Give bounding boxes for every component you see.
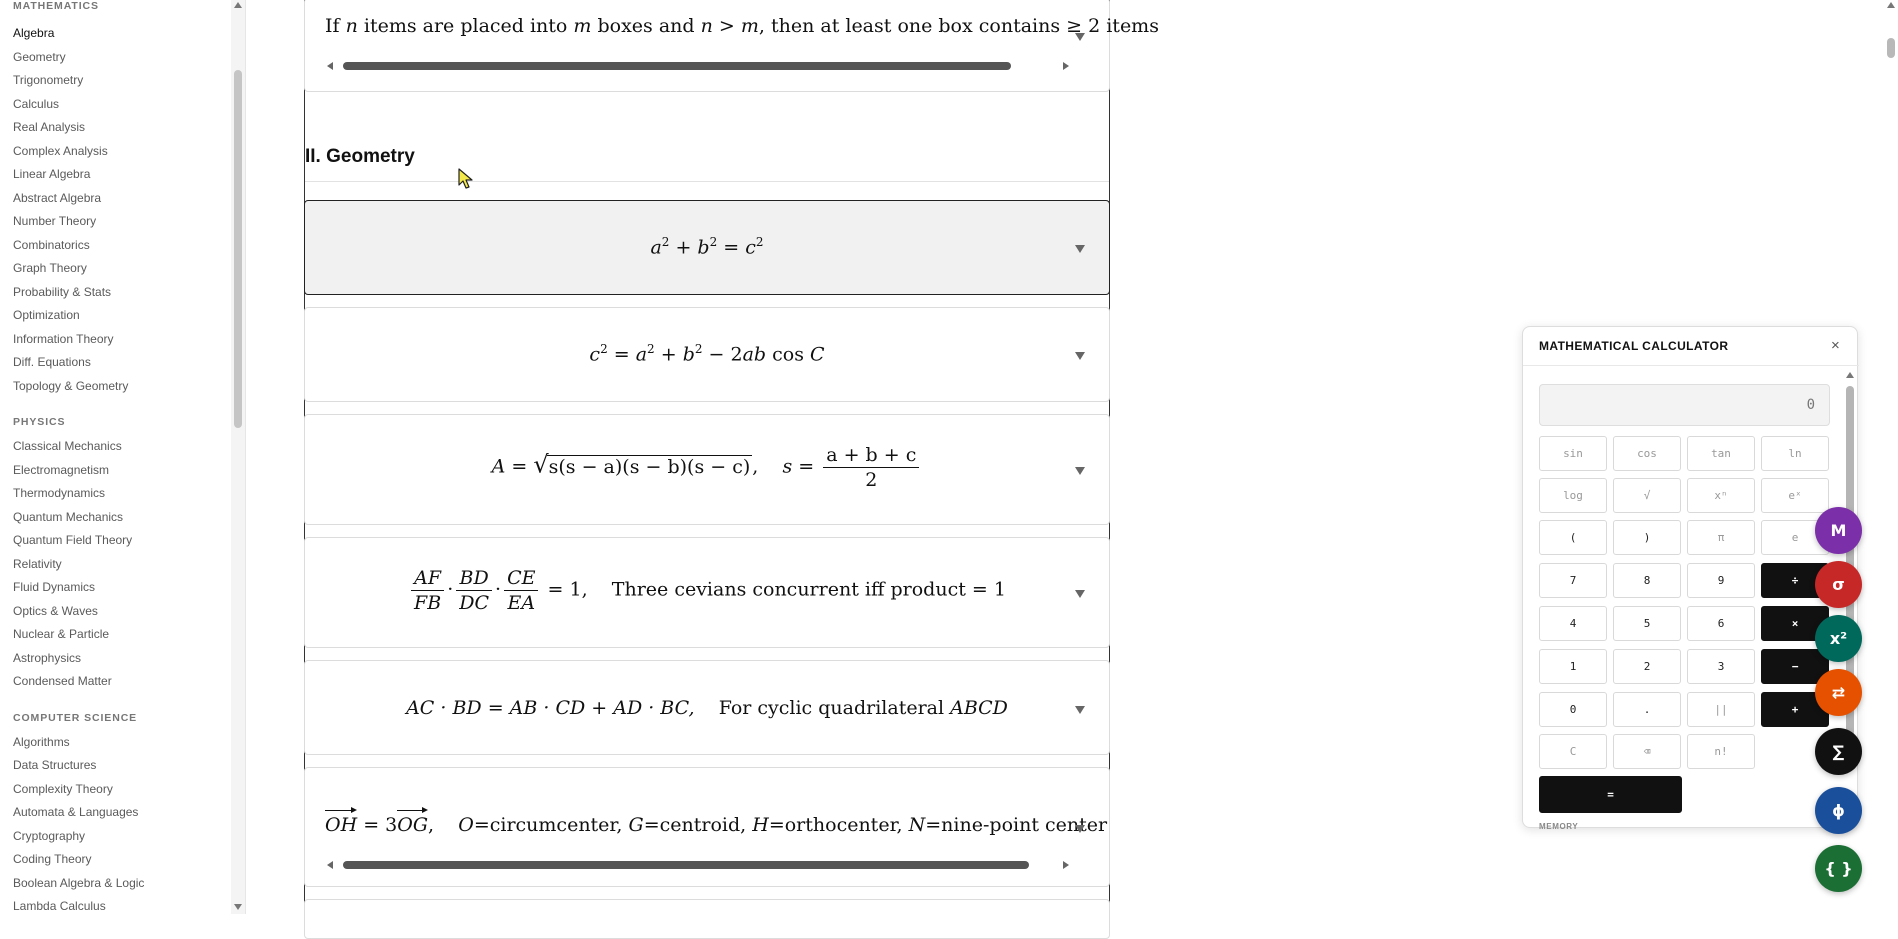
formula-op: = <box>792 455 821 478</box>
sqrt-symbol: √ <box>533 450 549 479</box>
fab-memory-button[interactable] <box>1815 507 1862 554</box>
formula-card-euler-line[interactable] <box>304 767 1110 887</box>
sidebar-item-classical-mechanics[interactable]: Classical Mechanics <box>13 439 122 453</box>
scroll-up-arrow-icon[interactable] <box>1887 2 1895 8</box>
key-log[interactable]: log <box>1539 478 1607 513</box>
calculator-divider <box>1523 365 1859 366</box>
formula-var: m <box>573 15 592 37</box>
scroll-left-arrow-icon[interactable] <box>327 861 333 869</box>
expand-caret-icon[interactable] <box>1075 33 1085 41</box>
formula-pigeonhole <box>325 15 1159 37</box>
formula-text: > <box>712 15 741 37</box>
formula-var: A <box>491 455 506 478</box>
formula-pythagorean <box>305 235 1109 258</box>
sidebar-item-number-theory[interactable]: Number Theory <box>13 214 97 228</box>
formula-euler-line <box>325 814 1108 836</box>
formula-text: =orthocenter, <box>768 814 909 836</box>
braces-icon: { } <box>1824 859 1853 878</box>
key-power[interactable]: xⁿ <box>1687 478 1755 513</box>
fab-sigma-button[interactable] <box>1815 561 1862 608</box>
scroll-right-arrow-icon[interactable] <box>1063 861 1069 869</box>
formula-card-herons[interactable] <box>304 414 1110 525</box>
formula-op: = <box>505 455 534 478</box>
formula-vector: OG <box>397 814 429 836</box>
sidebar-item-combinatorics[interactable]: Combinatorics <box>13 237 90 252</box>
sidebar-section-title: PHYSICS <box>13 416 66 428</box>
sidebar-item-graph-theory[interactable]: Graph Theory <box>13 261 87 275</box>
scroll-down-arrow-icon[interactable] <box>234 904 242 910</box>
fraction-denominator: EA <box>507 592 536 614</box>
fraction-numerator: CE <box>504 566 538 591</box>
formula-text: Three cevians concurrent iff product = 1 <box>611 578 1006 601</box>
sidebar-item-complexity-theory[interactable]: Complexity Theory <box>13 781 113 796</box>
formula-text: items are placed into <box>357 15 574 37</box>
expand-caret-icon[interactable] <box>1075 590 1085 598</box>
memory-label: MEMORY <box>1539 822 1579 831</box>
formula-vector: OH <box>325 814 358 836</box>
sidebar-section-title: MATHEMATICS <box>13 0 99 12</box>
expand-caret-icon[interactable] <box>1075 706 1085 714</box>
formula-text: , then at least one box contains <box>758 15 1067 37</box>
fraction-denominator: 2 <box>865 469 878 491</box>
sidebar-item-boolean-algebra-logic[interactable]: Boolean Algebra & Logic <box>13 875 145 890</box>
calculator-panel <box>1522 326 1858 831</box>
sidebar-item-geometry[interactable]: Geometry <box>13 49 66 64</box>
key-9[interactable]: 9 <box>1687 563 1755 598</box>
formula-horizontal-scrollbar[interactable] <box>325 61 1069 71</box>
x-squared-icon: x² <box>1829 629 1848 648</box>
fab-phi-button[interactable] <box>1815 787 1862 834</box>
key-3[interactable]: 3 <box>1687 649 1755 684</box>
formula-text: boxes and <box>591 15 701 37</box>
expand-caret-icon[interactable] <box>1075 825 1085 833</box>
key-factorial[interactable]: n! <box>1687 734 1755 769</box>
sidebar-item-probability-stats[interactable]: Probability & Stats <box>13 284 112 299</box>
sidebar-item-optics-waves[interactable]: Optics & Waves <box>13 603 98 618</box>
formula-law-of-cosines <box>305 342 1109 365</box>
sidebar-item-automata-languages[interactable]: Automata & Languages <box>13 805 139 819</box>
sidebar-item-information-theory[interactable]: Information Theory <box>13 331 114 346</box>
sidebar-item-optimization[interactable]: Optimization <box>13 308 80 322</box>
key-open-paren[interactable]: ( <box>1539 520 1607 555</box>
formula-op: = 1, <box>541 578 588 601</box>
formula-var: b <box>697 236 710 259</box>
formula-card-pigeonhole[interactable] <box>304 0 1159 92</box>
formula-fraction <box>823 443 919 492</box>
key-e[interactable]: e <box>1761 520 1829 555</box>
key-ln[interactable]: ln <box>1761 436 1829 471</box>
summation-icon: ∑ <box>1832 742 1845 761</box>
formula-var: G <box>628 814 644 836</box>
horizontal-scroll-thumb[interactable] <box>343 62 1011 70</box>
sidebar-item-condensed-matter[interactable]: Condensed Matter <box>13 674 112 688</box>
key-7[interactable]: 7 <box>1539 563 1607 598</box>
sidebar-item-complex-analysis[interactable]: Complex Analysis <box>13 143 108 158</box>
formula-text: =centroid, <box>643 814 753 836</box>
sidebar-item-linear-algebra[interactable]: Linear Algebra <box>13 167 91 181</box>
key-multiply[interactable]: × <box>1761 606 1829 641</box>
formula-exponent: 2 <box>661 235 670 249</box>
formula-card-ceva[interactable] <box>304 537 1110 648</box>
formula-card-next[interactable] <box>304 899 1110 939</box>
sidebar-item-diff-equations[interactable]: Diff. Equations <box>13 355 91 369</box>
fraction-denominator: FB <box>414 592 442 614</box>
key-cos[interactable]: cos <box>1613 436 1681 471</box>
phi-icon: ϕ <box>1832 801 1845 820</box>
formula-fraction <box>504 566 538 615</box>
fraction-numerator: BD <box>456 566 492 591</box>
formula-var: n <box>700 15 713 37</box>
formula-text: ≥ 2 items <box>1066 15 1159 37</box>
formula-op: − 2 <box>702 343 743 366</box>
formula-text: For cyclic quadrilateral <box>718 697 951 719</box>
scroll-up-arrow-icon[interactable] <box>1846 372 1854 378</box>
calculator-display: 0 <box>1539 384 1830 426</box>
key-6[interactable]: 6 <box>1687 606 1755 641</box>
sidebar-item-quantum-field-theory[interactable]: Quantum Field Theory <box>13 533 133 547</box>
formula-var: N <box>908 814 926 836</box>
key-divide[interactable]: ÷ <box>1761 563 1829 598</box>
key-pi[interactable]: π <box>1687 520 1755 555</box>
formula-var: a <box>650 236 662 259</box>
formula-exponent: 2 <box>600 342 608 356</box>
key-exp[interactable]: eˣ <box>1761 478 1829 513</box>
formula-text: =circumcenter, <box>473 814 629 836</box>
formula-op: = 3 <box>357 814 398 836</box>
key-tan[interactable]: tan <box>1687 436 1755 471</box>
formula-ptolemy <box>305 697 1109 719</box>
fraction-numerator: a + b + c <box>823 443 919 468</box>
formula-var: ab <box>742 343 767 366</box>
sidebar-scroll-thumb[interactable] <box>234 70 242 428</box>
sidebar-item-quantum-mechanics[interactable]: Quantum Mechanics <box>13 509 124 524</box>
key-decimal[interactable]: . <box>1613 692 1681 727</box>
key-clear[interactable]: C <box>1539 734 1607 769</box>
formula-fraction <box>456 566 492 615</box>
key-sqrt[interactable]: √ <box>1613 478 1681 513</box>
m-icon: M <box>1830 521 1847 540</box>
formula-var: s <box>782 455 793 478</box>
key-add[interactable]: + <box>1761 692 1829 727</box>
formula-var: m <box>740 15 759 37</box>
section-heading-geometry: II. Geometry <box>305 146 415 167</box>
formula-var: H <box>752 814 769 836</box>
sidebar-item-coding-theory[interactable]: Coding Theory <box>13 852 92 866</box>
key-0[interactable]: 0 <box>1539 692 1607 727</box>
formula-op: , <box>752 455 759 478</box>
formula-op: + <box>669 236 698 259</box>
page-scrollbar[interactable] <box>1884 0 1898 914</box>
key-1[interactable]: 1 <box>1539 649 1607 684</box>
sidebar-list <box>13 0 233 919</box>
sidebar-item-trigonometry[interactable]: Trigonometry <box>13 73 84 87</box>
formula-var: O <box>458 814 474 836</box>
formula-exponent: 2 <box>647 342 655 356</box>
formula-op: · <box>495 578 502 601</box>
key-backspace[interactable]: ⌫ <box>1613 734 1681 769</box>
horizontal-scroll-thumb[interactable] <box>343 861 1029 869</box>
formula-var: c <box>745 236 756 259</box>
formula-exponent: 2 <box>694 342 703 356</box>
formula-exponent: 2 <box>755 235 764 249</box>
fraction-numerator: AF <box>411 566 444 591</box>
formula-card-pythagorean[interactable] <box>304 200 1110 295</box>
sidebar <box>0 0 246 914</box>
formula-var: n <box>345 15 358 37</box>
fab-square-button[interactable] <box>1815 615 1862 662</box>
formula-herons <box>305 443 1109 492</box>
key-2[interactable]: 2 <box>1613 649 1681 684</box>
sidebar-item-topology-geometry[interactable]: Topology & Geometry <box>13 378 129 393</box>
fab-braces-button[interactable] <box>1815 845 1862 892</box>
key-sin[interactable]: sin <box>1539 436 1607 471</box>
sidebar-item-data-structures[interactable]: Data Structures <box>13 758 97 772</box>
formula-op: cos <box>766 343 811 366</box>
formula-expression: AC · BD = AB · CD + AD · BC, <box>406 697 695 719</box>
formula-text: =nine-point center <box>925 814 1108 836</box>
key-4[interactable]: 4 <box>1539 606 1607 641</box>
formula-exponent: 2 <box>709 235 718 249</box>
key-subtract[interactable]: − <box>1761 649 1829 684</box>
sidebar-item-algorithms[interactable]: Algorithms <box>13 734 70 749</box>
sidebar-item-electromagnetism[interactable]: Electromagnetism <box>13 462 110 477</box>
scroll-left-arrow-icon[interactable] <box>327 62 333 70</box>
formula-radicand: s(s − a)(s − b)(s − c) <box>548 455 751 478</box>
formula-var: c <box>589 343 601 366</box>
sidebar-item-calculus[interactable]: Calculus <box>13 96 60 111</box>
page-scroll-thumb[interactable] <box>1887 38 1895 58</box>
sidebar-scrollbar[interactable] <box>231 0 245 914</box>
expand-caret-icon[interactable] <box>1075 245 1085 253</box>
scroll-up-arrow-icon[interactable] <box>234 2 242 8</box>
key-8[interactable]: 8 <box>1613 563 1681 598</box>
sidebar-item-relativity[interactable]: Relativity <box>13 556 62 571</box>
formula-horizontal-scrollbar[interactable] <box>325 860 1069 870</box>
expand-caret-icon[interactable] <box>1075 352 1085 360</box>
sidebar-section-title: COMPUTER SCIENCE <box>13 711 138 724</box>
formula-op: · <box>447 578 454 601</box>
key-5[interactable]: 5 <box>1613 606 1681 641</box>
fab-swap-button[interactable] <box>1815 669 1862 716</box>
key-equals[interactable]: = <box>1539 776 1682 813</box>
formula-card-law-of-cosines[interactable] <box>304 307 1110 402</box>
formula-var: C <box>810 343 825 366</box>
formula-var: b <box>682 343 695 366</box>
sidebar-item-nuclear-particle[interactable]: Nuclear & Particle <box>13 627 110 641</box>
sidebar-item-algebra[interactable]: Algebra <box>13 26 55 40</box>
expand-caret-icon[interactable] <box>1075 467 1085 475</box>
fraction-denominator: DC <box>459 592 490 614</box>
close-icon[interactable]: × <box>1831 337 1840 354</box>
sidebar-item-fluid-dynamics[interactable]: Fluid Dynamics <box>13 580 96 594</box>
sidebar-item-real-analysis[interactable]: Real Analysis <box>13 120 86 134</box>
key-close-paren[interactable]: ) <box>1613 520 1681 555</box>
formula-op: , <box>428 814 435 836</box>
formula-var: ABCD <box>950 697 1008 719</box>
scroll-right-arrow-icon[interactable] <box>1063 62 1069 70</box>
sidebar-item-cryptography[interactable]: Cryptography <box>13 828 86 843</box>
formula-ceva <box>305 566 1109 615</box>
formula-op: = <box>607 343 636 366</box>
sidebar-item-lambda-calculus[interactable]: Lambda Calculus <box>13 899 106 913</box>
key-abs[interactable]: || <box>1687 692 1755 727</box>
sidebar-item-astrophysics[interactable]: Astrophysics <box>13 650 82 665</box>
mouse-cursor-icon <box>458 168 474 190</box>
formula-card-ptolemy[interactable] <box>304 660 1110 755</box>
formula-var: a <box>635 343 648 366</box>
formula-op: = <box>717 236 746 259</box>
sigma-icon: σ <box>1832 575 1845 594</box>
sidebar-item-thermodynamics[interactable]: Thermodynamics <box>13 486 106 500</box>
section-divider <box>305 181 1109 182</box>
fab-summation-button[interactable] <box>1815 728 1862 775</box>
swap-icon: ⇄ <box>1831 683 1846 702</box>
sidebar-item-abstract-algebra[interactable]: Abstract Algebra <box>13 190 102 205</box>
formula-fraction <box>411 566 444 615</box>
calculator-title: MATHEMATICAL CALCULATOR <box>1539 339 1729 353</box>
formula-op: + <box>654 343 683 366</box>
formula-content <box>304 0 1159 914</box>
formula-text: If <box>325 15 346 37</box>
